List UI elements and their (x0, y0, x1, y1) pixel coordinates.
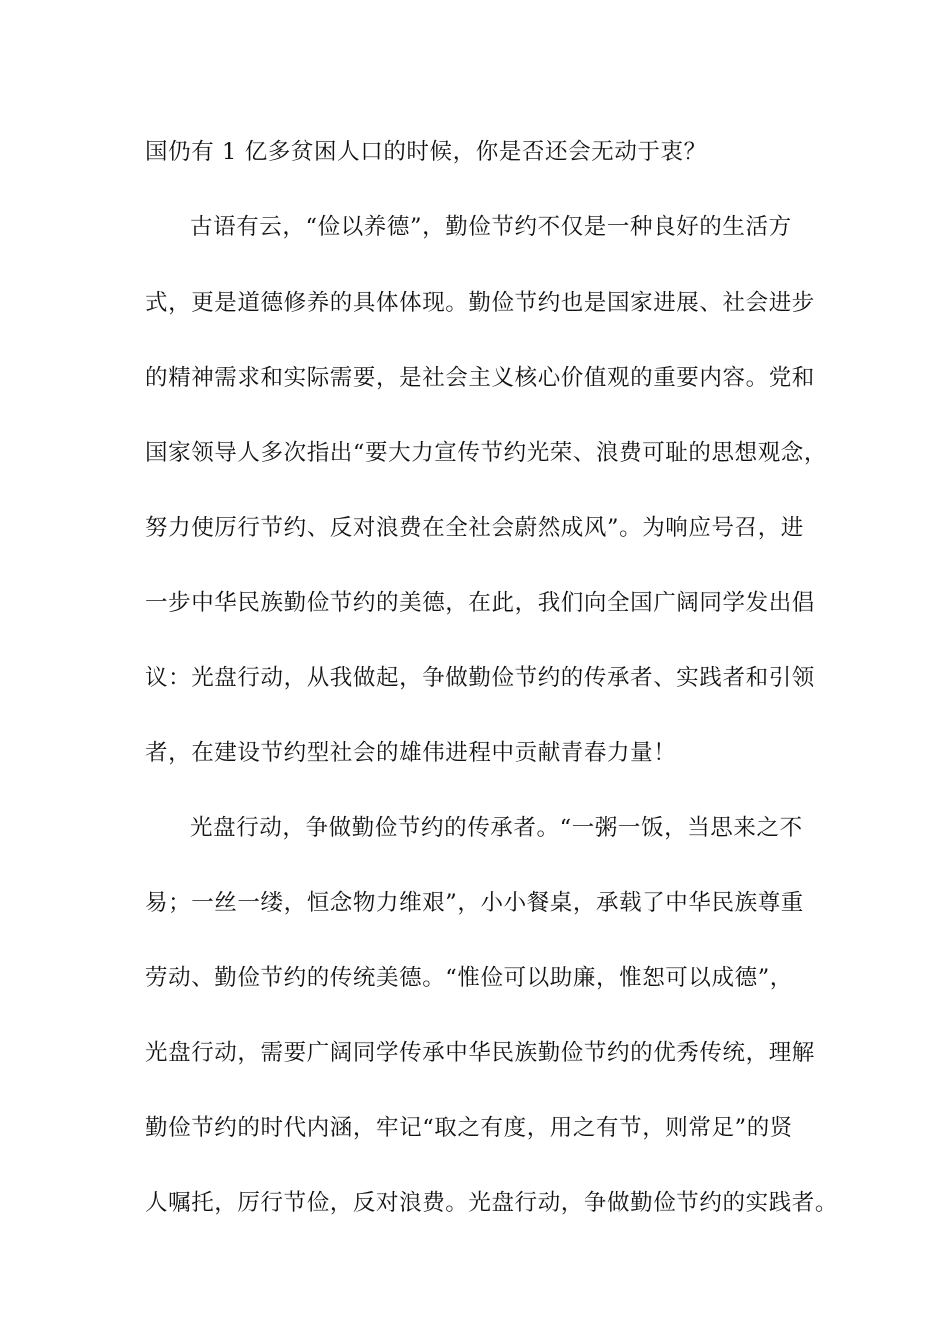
text-line: 议：光盘行动，从我做起，争做勤俭节约的传承者、实践者和引领 (145, 665, 815, 691)
text-line: 努力使厉行节约、反对浪费在全社会蔚然成风”。为响应号召，进 (145, 515, 804, 541)
text-line: 一步中华民族勤俭节约的美德，在此，我们向全国广阔同学发出倡 (145, 590, 815, 616)
paragraph-start-line: 光盘行动，争做勤俭节约的传承者。“一粥一饭，当思来之不 (190, 815, 803, 841)
text-line: 勤俭节约的时代内涵，牢记“取之有度，用之有节，则常足”的贤 (145, 1115, 793, 1141)
text-line: 易；一丝一缕，恒念物力维艰”，小小餐桌，承载了中华民族尊重 (145, 890, 804, 916)
paragraph-start-line: 古语有云，“俭以养德”，勤俭节约不仅是一种良好的生活方 (190, 214, 792, 240)
text-line: 劳动、勤俭节约的传统美德。“惟俭可以助廉，惟恕可以成德”， (145, 965, 793, 991)
text-line: 光盘行动，需要广阔同学传承中华民族勤俭节约的优秀传统，理解 (145, 1040, 815, 1066)
text-line: 者，在建设节约型社会的雄伟进程中贡献青春力量！ (145, 740, 677, 766)
text-line: 国仍有 1 亿多贫困人口的时候，你是否还会无动于衷？ (145, 139, 707, 165)
text-line: 式，更是道德修养的具体体现。勤俭节约也是国家进展、社会进步 (145, 290, 815, 316)
text-line: 的精神需求和实际需要，是社会主义核心价值观的重要内容。党和 (145, 365, 815, 391)
text-line: 人嘱托，厉行节俭，反对浪费。光盘行动，争做勤俭节约的实践者。 (145, 1190, 839, 1216)
text-line: 国家领导人多次指出“要大力宣传节约光荣、浪费可耻的思想观念， (145, 440, 828, 466)
